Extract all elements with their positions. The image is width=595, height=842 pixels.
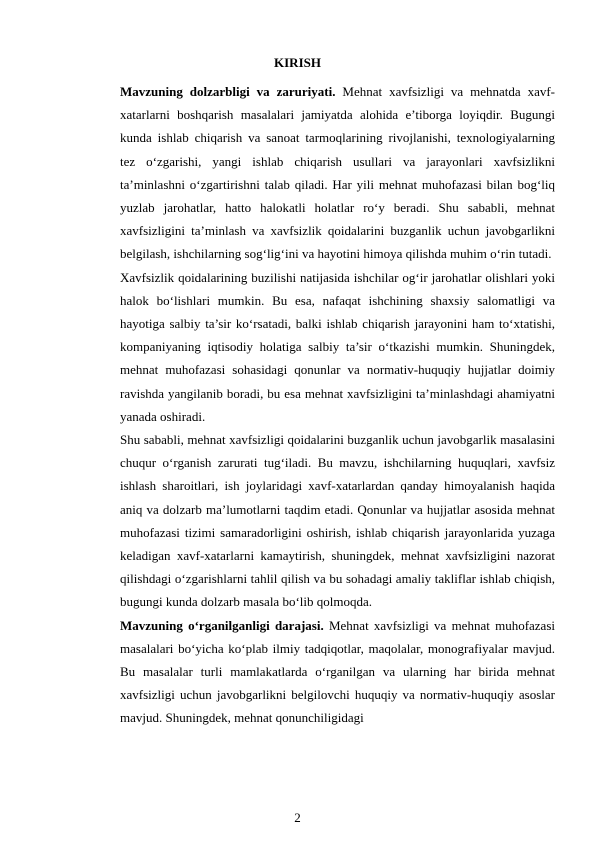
paragraph-body-responsibility: Shu sababli, mehnat xavfsizligi qoidalarini buzganlik uchun javobgarlik masalasini chuqur o‘rganish zarurati tug‘iladi. Bu mavzu, ishchilarning huquqlari, xavfsiz ishlash sharoitlari, ish joylaridagi xavf-xatarlardan qanday himoyalanish haqida aniq va dolzarb ma’lumotlarni taqdim etadi. Qonunlar va hujjatlar asosida mehnat muhofazasi tizimi samaradorligini oshirish, ishlab chiqarish jarayonlarida yuzaga keladigan xavf-xatarlarni kamaytirish, shuningdek, mehnat xavfsizligini nazorat qilishdagi o‘zgarishlarni tahlil qilish va bu sohadagi amaliy takliflar ishlab chiqish, bugungi kunda dolzarb masala bo‘lib qolmoqda. bbox=[120, 432, 555, 610]
paragraph-consequences bbox=[120, 266, 555, 428]
paragraph-responsibility bbox=[120, 428, 555, 614]
paragraph-lead-study-level: Mavzuning o‘rganilganligi darajasi. bbox=[120, 617, 324, 633]
paragraph-body-relevance: Mehnat xavfsizligi va mehnatda xavf-xatarlarni boshqarish masalalari jamiyatda alohida e’tiborga loyiqdir. Bugungi kunda ishlab chiqarish va sanoat tarmoqlarining rivojlanishi, texnologiyalarning tez o‘zgarishi, yangi ishlab chiqarish usullari va jarayonlari xavfsizlikni ta’minlashni o‘zgartirishni talab qiladi. Har yili mehnat muhofazasi bilan bog‘liq yuzlab jarohatlar, hatto halokatli holatlar ro‘y beradi. Shu sababli, mehnat xavfsizligini ta’minlash va xavfsizlik qoidalarini buzganlik uchun javobgarlikni belgilash, ishchilarning sog‘lig‘ini va hayotini himoya qilishda muhim o‘rin tutadi. bbox=[120, 84, 555, 262]
section-heading: KIRISH bbox=[274, 55, 321, 70]
paragraph-lead-relevance: Mavzuning dolzarbligi va zaruriyati. bbox=[120, 84, 336, 99]
paragraph-relevance bbox=[120, 80, 555, 266]
page-number: 2 bbox=[294, 810, 301, 825]
paragraph-study-level bbox=[120, 614, 555, 730]
body-text bbox=[120, 80, 555, 730]
paragraph-body-consequences: Xavfsizlik qoidalarining buzilishi natijasida ishchilar og‘ir jarohatlar olishlari yoki halok bo‘lishlari mumkin. Bu esa, nafaqat ishchining shaxsiy salomatligi va hayotiga salbiy ta’sir ko‘rsatadi, balki ishlab chiqarish jarayonini ham to‘xtatishi, kompaniyaning iqtisodiy holatiga salbiy ta’sir o‘tkazishi mumkin. Shuningdek, mehnat muhofazasi sohasidagi qonunlar va normativ-huquqiy hujjatlar doimiy ravishda yangilanib boradi, bu esa mehnat xavfsizligini ta’minlashdagi ahamiyatni yanada oshiradi. bbox=[120, 269, 555, 424]
paragraph-body-study-level: Mehnat xavfsizligi va mehnat muhofazasi masalalari bo‘yicha ko‘plab ilmiy tadqiqotlar, maqolalar, monografiyalar mavjud. Bu masalalar turli mamlakatlarda o‘rganilgan va ularning har birida mehnat xavfsizligi uchun javobgarlikni belgilovchi huquqiy va normativ-huquqiy asoslar mavjud. Shuningdek, mehnat qonunchiligidagi bbox=[120, 617, 555, 726]
